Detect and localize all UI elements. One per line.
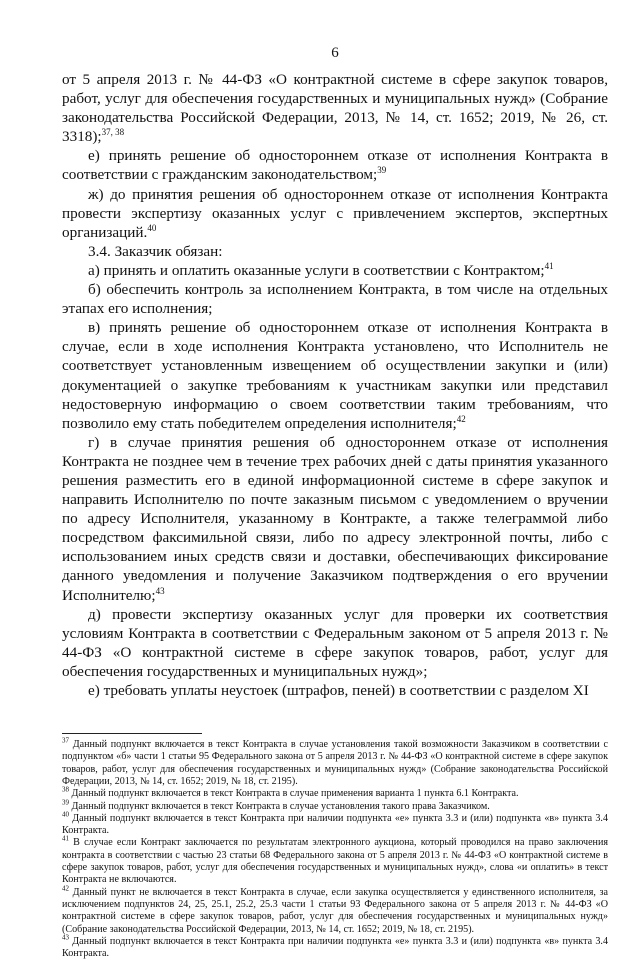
footnote-ref: 41 (544, 260, 554, 271)
footnote-number: 39 (62, 798, 69, 807)
footnote-text: Данный подпункт включается в текст Контракта в случае установления такого права Заказчиком. (71, 800, 490, 812)
main-text (62, 70, 608, 700)
paragraph-text: е) принять решение об одностороннем отказе от исполнения Контракта в соответствии с гражданским законодательством; (62, 147, 608, 184)
footnote (62, 810, 608, 838)
paragraph-text: от 5 апреля 2013 г. № 44-ФЗ «О контрактной системе в сфере закупок товаров, работ, услуг для обеспечения государственных и муниципальных нужд» (Собрание законодательства Российской Федерации, 2013, № 14, ст. 1652; 2019, № 26, ст. 3318); (62, 71, 608, 146)
footnote-number: 43 (62, 933, 69, 942)
footnote-number: 37 (62, 736, 69, 745)
paragraph-text: в) принять решение об одностороннем отказе от исполнения Контракта в случае, если в ходе исполнения Контракта установлено, что Исполнитель не соответствует установленным извещением об осуществлении закупки и (или) документацией о закупке требованиям к участникам закупки или представил недостоверную информацию о своем соответствии таким требованиям, что позволило ему стать победителем определения исполнителя; (62, 319, 608, 432)
footnote-number: 40 (62, 810, 69, 819)
paragraph (62, 146, 608, 184)
page-number: 6 (331, 45, 339, 61)
footnote-ref: 40 (147, 222, 157, 233)
paragraph-text: ж) до принятия решения об одностороннем отказе от исполнения Контракта провести экспертизу оказанных услуг с привлечением экспертов, экспертных организаций. (62, 185, 608, 241)
paragraph-text: е) требовать уплаты неустоек (штрафов, пеней) в соответствии с разделом XI (88, 682, 589, 699)
footnote-text: Данный подпункт включается в текст Контракта при наличии подпункта «е» пункта 3.3 и (или) подпункта «в» пункта 3.4 Контракта. (62, 812, 608, 837)
paragraph (62, 280, 608, 318)
footnote-number: 41 (62, 835, 69, 844)
paragraph-text: д) провести экспертизу оказанных услуг для проверки их соответствия условиям Контракта в соответствии с Федеральным законом от 5 апреля 2013 г. № 44-ФЗ «О контрактной системе в сфере закупок товаров, работ, услуг для обеспечения государственных и муниципальных нужд»; (62, 605, 608, 680)
paragraph (62, 318, 608, 433)
paragraph (62, 70, 608, 146)
footnote (62, 785, 608, 800)
footnote-text: Данный подпункт включается в текст Контракта в случае установления такой возможности Заказчиком в соответствии с подпунктом «б» части 1 статьи 95 Федерального закона от 5 апреля 2013 г. № 44-ФЗ «О контрактной системе в сфере закупок товаров, работ, услуг для обеспечения государственных и муниципальных нужд» (Собрание законодательства Российской Федерации, 2013, № 14, ст. 1652; 2019, № 18, ст. 2195). (62, 739, 608, 787)
footnote (62, 736, 608, 788)
footnote-ref: 43 (155, 585, 165, 596)
footnote-text: Данный подпункт включается в текст Контракта в случае применения варианта 1 пункта 6.1 Контракта. (71, 788, 519, 800)
paragraph (62, 185, 608, 242)
paragraph (62, 681, 608, 700)
footnote (62, 837, 608, 886)
footnote-ref: 42 (456, 413, 466, 424)
footnote-text: Данный пункт не включается в текст Контракта в случае, если закупка осуществляется у единственного исполнителя, за исключением подпунктов 24, 25, 25.1, 25.2, 25.3 части 1 статьи 93 Федерального закона от 5 апреля 2013 г. № 44-ФЗ «О контрактной системе в сфере закупок товаров, работ, услуг для обеспечения государственных и муниципальных нужд» (Собрание законодательства Российской Федерации, 2013, № 14, ст. 1652; 2019, № 18, ст. 2195). (62, 886, 608, 935)
paragraph-text: 3.4. Заказчик обязан: (88, 242, 223, 260)
paragraph (62, 605, 608, 681)
footnote-number: 38 (62, 785, 69, 794)
footnote (62, 884, 608, 936)
footnote (62, 798, 608, 813)
paragraph (62, 261, 608, 280)
paragraph (62, 433, 608, 605)
footnote-text: В случае если Контракт заключается по результатам электронного аукциона, который проводился на право заключения контракта в соответствии с частью 23 статьи 68 Федерального закона от 5 апреля 2013 г. № 44-ФЗ «О контрактной системе в сфере закупок товаров, работ, услуг для обеспечения государственных и муниципальных нужд», слова «и оплатить» в текст Контракта не включаются. (62, 837, 608, 886)
footnotes (62, 736, 608, 960)
footnote-separator (62, 733, 202, 734)
footnote-ref: 37, 38 (101, 127, 125, 138)
footnote-number: 42 (62, 884, 69, 893)
paragraph-text: а) принять и оплатить оказанные услуги в соответствии с Контрактом; (88, 261, 545, 279)
paragraph (62, 242, 608, 261)
footnote-text: Данный подпункт включается в текст Контракта при наличии подпункта «е» пункта 3.3 и (или) подпункта «в» пункта 3.4 Контракта. (62, 935, 608, 960)
paragraph-text: б) обеспечить контроль за исполнением Контракта, в том числе на отдельных этапах его исполнения; (62, 281, 608, 318)
footnote-ref: 39 (377, 165, 387, 176)
paragraph-text: г) в случае принятия решения об одностороннем отказе от исполнения Контракта не позднее чем в течение трех рабочих дней с даты принятия указанного решения разместить его в единой информационной системе в сфере закупок и направить Исполнителю по почте заказным письмом с уведомлением о вручении по адресу Исполнителя, указанному в Контракте, а также телеграммой либо посредством факсимильной связи, либо по адресу электронной почты, либо с использованием иных средств связи и доставки, обеспечивающих фиксирование данного уведомления и получение Заказчиком подтверждения о его вручении Исполнителю; (62, 433, 608, 604)
footnote (62, 933, 608, 960)
